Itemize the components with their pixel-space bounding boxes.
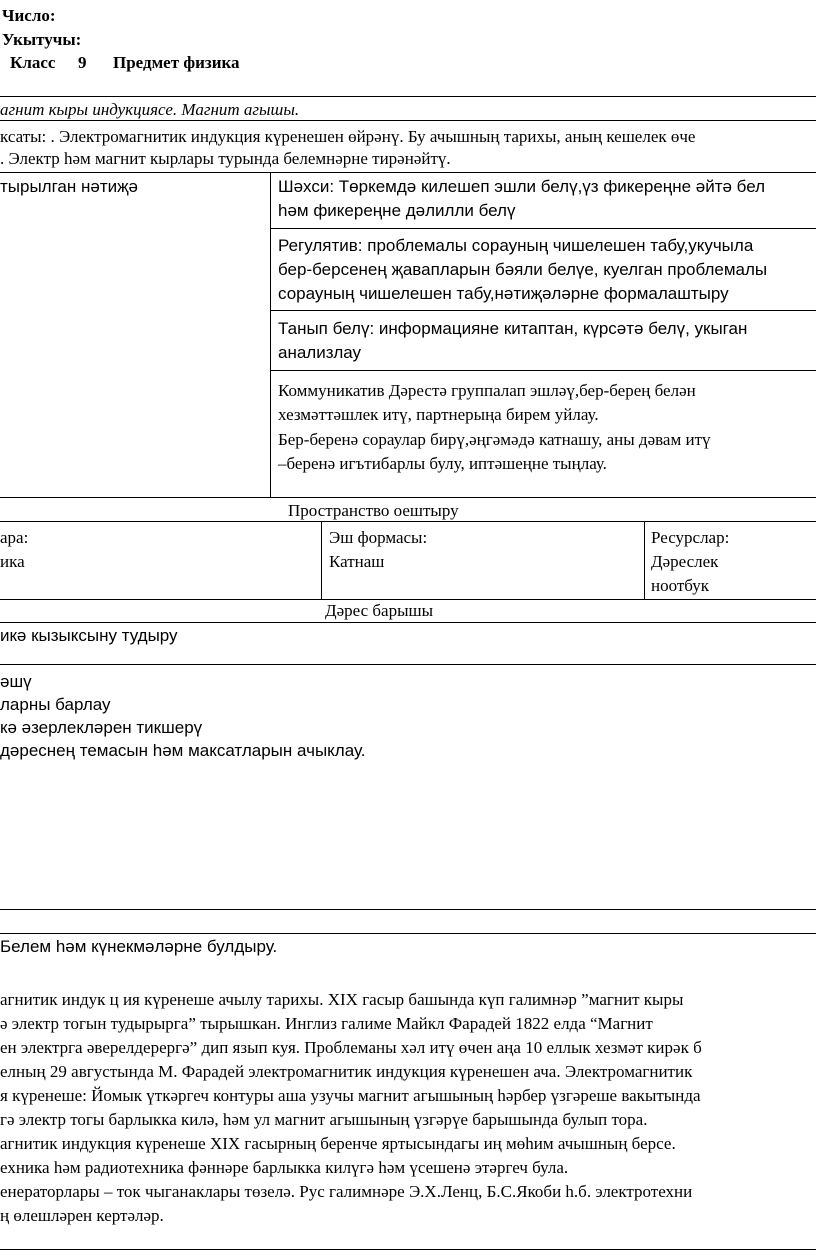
uud-personal-line-1: Шәхси: Төркемдә килешеп эшли белү,үз фикереңне әйтә бел [278, 177, 766, 196]
org-item-3: кә әзерлекләрен тикшерү [0, 718, 203, 737]
resources-item-textbook: Дәреслек [651, 552, 719, 571]
goal-line-2: . Электр һәм магнит кырлары турында белемнәрне тирәнәйтү. [0, 149, 451, 168]
table-col-divider-space-2 [644, 521, 645, 599]
paragraph-line-10: ң өлешләрен кертәләр. [0, 1206, 164, 1225]
expected-result-label: тырылган нәтиҗә [0, 177, 138, 196]
date-label: Число: [2, 6, 56, 25]
org-item-2: ларны барлау [0, 695, 111, 714]
uud-regulative-line-3: сорауның чишелешен табу,нәтиҗәләрне формалаштыру [278, 284, 729, 303]
table-rule-motivation [0, 664, 816, 665]
uud-personal-line-2: һәм фикереңне дәлилли белү [278, 201, 516, 220]
uud-communicative-line-4: –беренә игътибарлы булу, иптәшеңне тыңлау. [278, 454, 607, 473]
paragraph-line-1: агнитик индук ц ия күренеше ачылу тарихы. XIX гасыр башында күп галимнәр ”магнит кыры [0, 990, 684, 1009]
paragraph-line-2: ә электр тогын тудырырга” тырышкан. Инглиз галиме Майкл Фарадей 1822 елда “Магнит [0, 1014, 653, 1033]
uud-cognitive-line-1: Танып белү: информацияне китаптан, күрсәтә белү, укыган [278, 319, 748, 338]
space-col1-line-1: ара: [0, 528, 29, 547]
table-rule-uud-bottom [0, 497, 816, 498]
lesson-course-header: Дәрес барышы [325, 601, 434, 620]
table-rule-goal [0, 172, 816, 173]
motivation-stage: икә кызыксыну тудыру [0, 626, 178, 645]
work-form-label: Эш формасы: [329, 528, 428, 547]
table-rule-org [0, 909, 816, 910]
work-form-value: Катнаш [329, 552, 385, 571]
table-rule-knowledge [0, 933, 816, 934]
table-rule-bottom [0, 1249, 816, 1250]
paragraph-line-8: ехника һәм радиотехника фәннәре барлыкка килүгә һәм үсешенә этәргеч була. [0, 1158, 569, 1177]
space-header: Пространство оештыру [288, 501, 459, 520]
paragraph-line-5: я күренеше: Йомык үткәргеч контуры аша узучы магнит агышының һәрбер үзгәреше вакытында [0, 1086, 701, 1105]
table-rule-top [0, 96, 816, 97]
knowledge-section-header: Белем һәм күнекмәләрне булдыру. [0, 937, 278, 956]
table-rule-personal [270, 228, 816, 229]
paragraph-line-9: енераторлары – ток чыганаклары төзелә. Рус галимнәре Э.Х.Ленц, Б.С.Якоби һ.б. электротехни [0, 1182, 693, 1201]
paragraph-line-3: ен электрга әверелдерергә” дип язып куя. Проблеманы хәл итү өчен аңа 10 еллык хезмәт кирәк б [0, 1038, 702, 1057]
uud-communicative-line-2: хезмәттәшлек итү, партнерыңа бирем уйлау. [278, 405, 599, 424]
org-item-1: әшү [0, 672, 32, 691]
table-col-divider-uud [270, 172, 271, 497]
resources-label: Ресурслар: [651, 528, 730, 547]
subject-label: Предмет физика [113, 53, 240, 72]
paragraph-line-4: елның 29 августында М. Фарадей электромагнитик индукция күренешен ача. Электромагнитик [0, 1062, 693, 1081]
table-rule-cognitive [270, 370, 816, 371]
org-item-4: дәреснең темасын һәм максатларын ачыклау. [0, 741, 366, 760]
lesson-topic: агнит кыры индукциясе. Магнит агышы. [0, 100, 300, 119]
teacher-label: Укытучы: [2, 30, 82, 49]
class-number: 9 [78, 53, 87, 72]
uud-communicative-line-1: Коммуникатив Дәрестә группалап эшләү,бер-берең белән [278, 381, 696, 400]
uud-communicative-line-3: Бер-беренә сораулар бирү,әңгәмәдә катнашу, аны дәвам итү [278, 430, 711, 449]
goal-line-1: ксаты: . Электромагнитик индукция күренешен өйрәнү. Бу ачышның тарихы, аның кешелек өче [0, 127, 696, 146]
uud-cognitive-line-2: анализлау [278, 343, 361, 362]
paragraph-line-7: агнитик индукция күренеше XIX гасырның беренче яртысындагы иң мөһим ачышның берсе. [0, 1134, 676, 1153]
table-rule-lesson-header [0, 622, 816, 623]
paragraph-line-6: гә электр тогы барлыкка килә, һәм ул магнит агышының үзгәрүе барышында булып тора. [0, 1110, 648, 1129]
class-label: Класс [10, 53, 56, 72]
uud-regulative-line-1: Регулятив: проблемалы сорауның чишелешен табу,укучыла [278, 236, 754, 255]
uud-regulative-line-2: бер-берсенең җавапларын бәяли белүе, куелган проблемалы [278, 260, 768, 279]
table-col-divider-space-1 [321, 521, 322, 599]
space-col1-line-2: ика [0, 552, 25, 571]
table-rule-regulative [270, 310, 816, 311]
resources-item-notebook: ноотбук [651, 576, 710, 595]
